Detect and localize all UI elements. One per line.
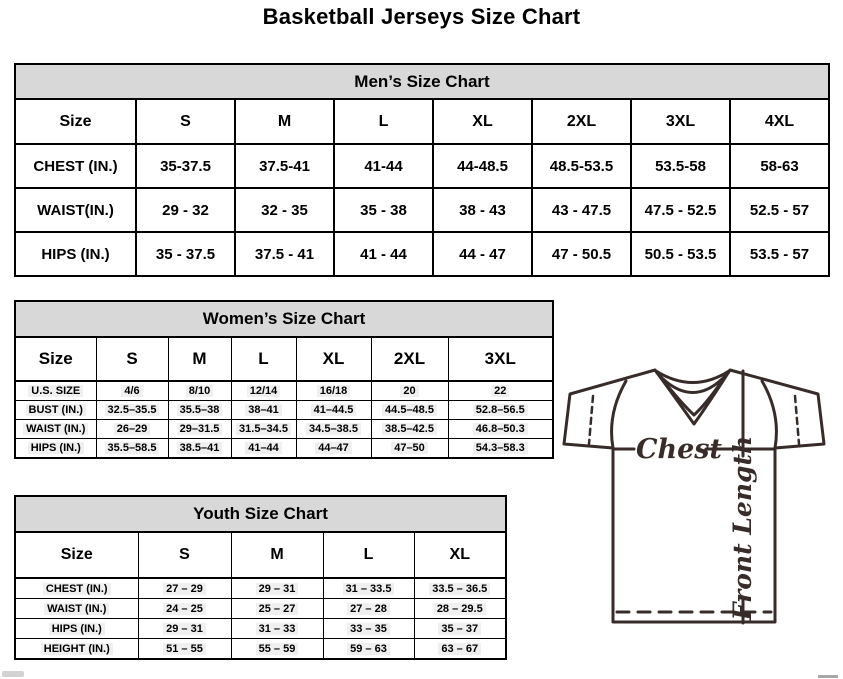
- size-corner-header: Size: [15, 337, 96, 381]
- cell-value: 37.5 - 41: [254, 245, 315, 263]
- value-cell: [138, 599, 231, 619]
- row-label: HIPS (IN.): [49, 623, 105, 635]
- cell-value: 52.5 - 57: [749, 201, 810, 219]
- row-label-cell: [15, 381, 96, 401]
- row-label-cell: [15, 578, 138, 599]
- cell-value: 46.8–50.3: [473, 423, 528, 435]
- cell-value: 53.5 - 57: [749, 245, 810, 263]
- column-header: L: [323, 532, 414, 578]
- cell-value: 35 - 37.5: [155, 245, 216, 263]
- cell-value: 32.5–35.5: [105, 404, 160, 416]
- size-header-row: [15, 532, 506, 578]
- scrollbar-fragment[interactable]: [818, 675, 838, 678]
- cell-value: 12/14: [247, 385, 281, 397]
- value-cell: [371, 401, 448, 420]
- chest-label: Chest: [636, 434, 722, 465]
- womens-chart-title: Women’s Size Chart: [202, 309, 366, 328]
- row-label-cell: [15, 144, 136, 188]
- cell-value: 50.5 - 53.5: [644, 245, 717, 263]
- row-label-cell: [15, 420, 96, 439]
- womens-size-chart-section: [14, 300, 554, 459]
- cell-value: 37.5-41: [259, 157, 310, 175]
- row-label-cell: [15, 599, 138, 619]
- value-cell: [433, 188, 532, 232]
- column-header: XL: [433, 99, 532, 144]
- value-cell: [433, 144, 532, 188]
- cell-value: 33 – 35: [347, 623, 390, 635]
- cell-value: 59 – 63: [347, 643, 390, 655]
- cell-value: 58-63: [760, 157, 799, 175]
- jersey-outline: [564, 370, 824, 622]
- value-cell: [231, 381, 296, 401]
- value-cell: [532, 188, 631, 232]
- cell-value: 35 – 37: [438, 623, 481, 635]
- cell-value: 35.5–58.5: [105, 442, 160, 454]
- cell-value: 31 – 33.5: [343, 583, 395, 595]
- cell-value: 53.5-58: [655, 157, 706, 175]
- value-cell: [323, 619, 414, 639]
- value-cell: [371, 381, 448, 401]
- cell-value: 29–31.5: [177, 423, 223, 435]
- cell-value: 52.8–56.5: [473, 404, 528, 416]
- row-label: HIPS (IN.): [28, 442, 84, 454]
- cell-value: 47.5 - 52.5: [644, 201, 717, 219]
- value-cell: [631, 232, 730, 276]
- cell-value: 24 – 25: [163, 603, 206, 615]
- mens-chart-title-band: [14, 63, 830, 100]
- front-length-label: Front Length: [728, 435, 757, 621]
- value-cell: [414, 639, 506, 660]
- value-cell: [371, 439, 448, 459]
- value-cell: [96, 420, 168, 439]
- value-cell: [448, 401, 553, 420]
- cell-value: 20: [400, 385, 418, 397]
- row-label-cell: [15, 401, 96, 420]
- value-cell: [323, 639, 414, 660]
- value-cell: [231, 619, 323, 639]
- value-cell: [334, 188, 433, 232]
- value-cell: [532, 144, 631, 188]
- table-row: [15, 439, 553, 459]
- cell-value: 43 - 47.5: [551, 201, 612, 219]
- row-label: HIPS (IN.): [41, 245, 110, 263]
- value-cell: [296, 439, 371, 459]
- page-title: Basketball Jerseys Size Chart: [262, 4, 581, 29]
- value-cell: [231, 401, 296, 420]
- value-cell: [168, 381, 231, 401]
- cell-value: 32 - 35: [261, 201, 308, 219]
- column-header: XL: [414, 532, 506, 578]
- cell-value: 35.5–38: [177, 404, 223, 416]
- column-header: S: [96, 337, 168, 381]
- size-corner-header: Size: [15, 99, 136, 144]
- value-cell: [371, 420, 448, 439]
- value-cell: [730, 188, 829, 232]
- column-header: M: [235, 99, 334, 144]
- horizontal-scrollbar-thumb[interactable]: [2, 671, 24, 677]
- value-cell: [138, 578, 231, 599]
- cell-value: 8/10: [186, 385, 213, 397]
- column-header: 2XL: [532, 99, 631, 144]
- size-header-row: [15, 337, 553, 381]
- value-cell: [231, 639, 323, 660]
- column-header: M: [231, 532, 323, 578]
- youth-chart-title-band: [14, 495, 507, 533]
- row-label-cell: [15, 188, 136, 232]
- value-cell: [631, 188, 730, 232]
- value-cell: [334, 144, 433, 188]
- table-row: [15, 381, 553, 401]
- mens-size-chart-section: [14, 63, 830, 277]
- value-cell: [323, 599, 414, 619]
- value-cell: [231, 599, 323, 619]
- value-cell: [136, 144, 235, 188]
- row-label: WAIST (IN.): [23, 423, 88, 435]
- youth-chart-title: Youth Size Chart: [193, 504, 328, 523]
- value-cell: [168, 401, 231, 420]
- row-label: CHEST (IN.): [33, 157, 118, 175]
- cell-value: 4/6: [121, 385, 142, 397]
- cell-value: 38–41: [245, 404, 282, 416]
- value-cell: [296, 381, 371, 401]
- column-header: S: [138, 532, 231, 578]
- table-row: [15, 144, 829, 188]
- cell-value: 41–44: [245, 442, 282, 454]
- row-label-cell: [15, 639, 138, 660]
- cell-value: 41-44: [364, 157, 403, 175]
- row-label: WAIST(IN.): [37, 201, 114, 219]
- row-label: WAIST (IN.): [44, 603, 109, 615]
- value-cell: [136, 188, 235, 232]
- column-header: 3XL: [448, 337, 553, 381]
- jersey-diagram: [560, 360, 843, 675]
- womens-chart-title-band: [14, 300, 554, 338]
- row-label: HEIGHT (IN.): [41, 643, 113, 655]
- table-row: [15, 578, 506, 599]
- value-cell: [414, 578, 506, 599]
- value-cell: [96, 439, 168, 459]
- cell-value: 44–47: [315, 442, 352, 454]
- column-header: 2XL: [371, 337, 448, 381]
- youth-size-table: [14, 531, 507, 660]
- value-cell: [138, 619, 231, 639]
- row-label-cell: [15, 232, 136, 276]
- table-row: [15, 420, 553, 439]
- cell-value: 35 - 38: [360, 201, 407, 219]
- value-cell: [231, 439, 296, 459]
- value-cell: [231, 420, 296, 439]
- cell-value: 26–29: [114, 423, 151, 435]
- column-header: 3XL: [631, 99, 730, 144]
- cell-value: 16/18: [317, 385, 351, 397]
- column-header: M: [168, 337, 231, 381]
- value-cell: [235, 144, 334, 188]
- cell-value: 38.5–41: [177, 442, 223, 454]
- column-header: S: [136, 99, 235, 144]
- value-cell: [136, 232, 235, 276]
- value-cell: [414, 619, 506, 639]
- row-label: CHEST (IN.): [43, 583, 111, 595]
- value-cell: [532, 232, 631, 276]
- cell-value: 41 - 44: [360, 245, 407, 263]
- table-row: [15, 599, 506, 619]
- cell-value: 47–50: [391, 442, 428, 454]
- value-cell: [433, 232, 532, 276]
- cell-value: 31.5–34.5: [236, 423, 291, 435]
- cell-value: 44.5–48.5: [382, 404, 437, 416]
- cell-value: 25 – 27: [256, 603, 299, 615]
- cell-value: 31 – 33: [256, 623, 299, 635]
- value-cell: [448, 420, 553, 439]
- table-row: [15, 619, 506, 639]
- cell-value: 27 – 28: [347, 603, 390, 615]
- value-cell: [138, 639, 231, 660]
- cell-value: 63 – 67: [438, 643, 481, 655]
- cell-value: 51 – 55: [163, 643, 206, 655]
- value-cell: [168, 439, 231, 459]
- value-cell: [231, 578, 323, 599]
- table-row: [15, 188, 829, 232]
- value-cell: [448, 381, 553, 401]
- value-cell: [235, 232, 334, 276]
- value-cell: [334, 232, 433, 276]
- cell-value: 55 – 59: [256, 643, 299, 655]
- cell-value: 28 – 29.5: [434, 603, 486, 615]
- value-cell: [96, 381, 168, 401]
- cell-value: 44-48.5: [457, 157, 508, 175]
- cell-value: 47 - 50.5: [551, 245, 612, 263]
- cell-value: 29 – 31: [256, 583, 299, 595]
- value-cell: [448, 439, 553, 459]
- value-cell: [96, 401, 168, 420]
- cell-value: 33.5 – 36.5: [429, 583, 490, 595]
- cell-value: 38 - 43: [459, 201, 506, 219]
- value-cell: [168, 420, 231, 439]
- cell-value: 27 – 29: [163, 583, 206, 595]
- cell-value: 44 - 47: [459, 245, 506, 263]
- row-label: U.S. SIZE: [28, 385, 83, 397]
- value-cell: [730, 144, 829, 188]
- cell-value: 38.5–42.5: [382, 423, 437, 435]
- cell-value: 35-37.5: [160, 157, 211, 175]
- mens-chart-title: Men’s Size Chart: [354, 71, 490, 91]
- row-label-cell: [15, 439, 96, 459]
- value-cell: [323, 578, 414, 599]
- cell-value: 54.3–58.3: [473, 442, 528, 454]
- cell-value: 41–44.5: [311, 404, 357, 416]
- value-cell: [235, 188, 334, 232]
- value-cell: [414, 599, 506, 619]
- row-label-cell: [15, 619, 138, 639]
- value-cell: [631, 144, 730, 188]
- table-row: [15, 232, 829, 276]
- value-cell: [296, 420, 371, 439]
- value-cell: [730, 232, 829, 276]
- table-row: [15, 401, 553, 420]
- size-corner-header: Size: [15, 532, 138, 578]
- cell-value: 29 - 32: [162, 201, 209, 219]
- row-label: BUST (IN.): [26, 404, 86, 416]
- table-row: [15, 639, 506, 660]
- cell-value: 22: [491, 385, 509, 397]
- cell-value: 34.5–38.5: [306, 423, 361, 435]
- column-header: L: [334, 99, 433, 144]
- womens-size-table: [14, 336, 554, 459]
- youth-size-chart-section: [14, 495, 507, 660]
- value-cell: [296, 401, 371, 420]
- cell-value: 29 – 31: [163, 623, 206, 635]
- column-header: XL: [296, 337, 371, 381]
- column-header: 4XL: [730, 99, 829, 144]
- size-header-row: [15, 99, 829, 144]
- mens-size-table: [14, 98, 830, 277]
- cell-value: 48.5-53.5: [549, 157, 614, 175]
- column-header: L: [231, 337, 296, 381]
